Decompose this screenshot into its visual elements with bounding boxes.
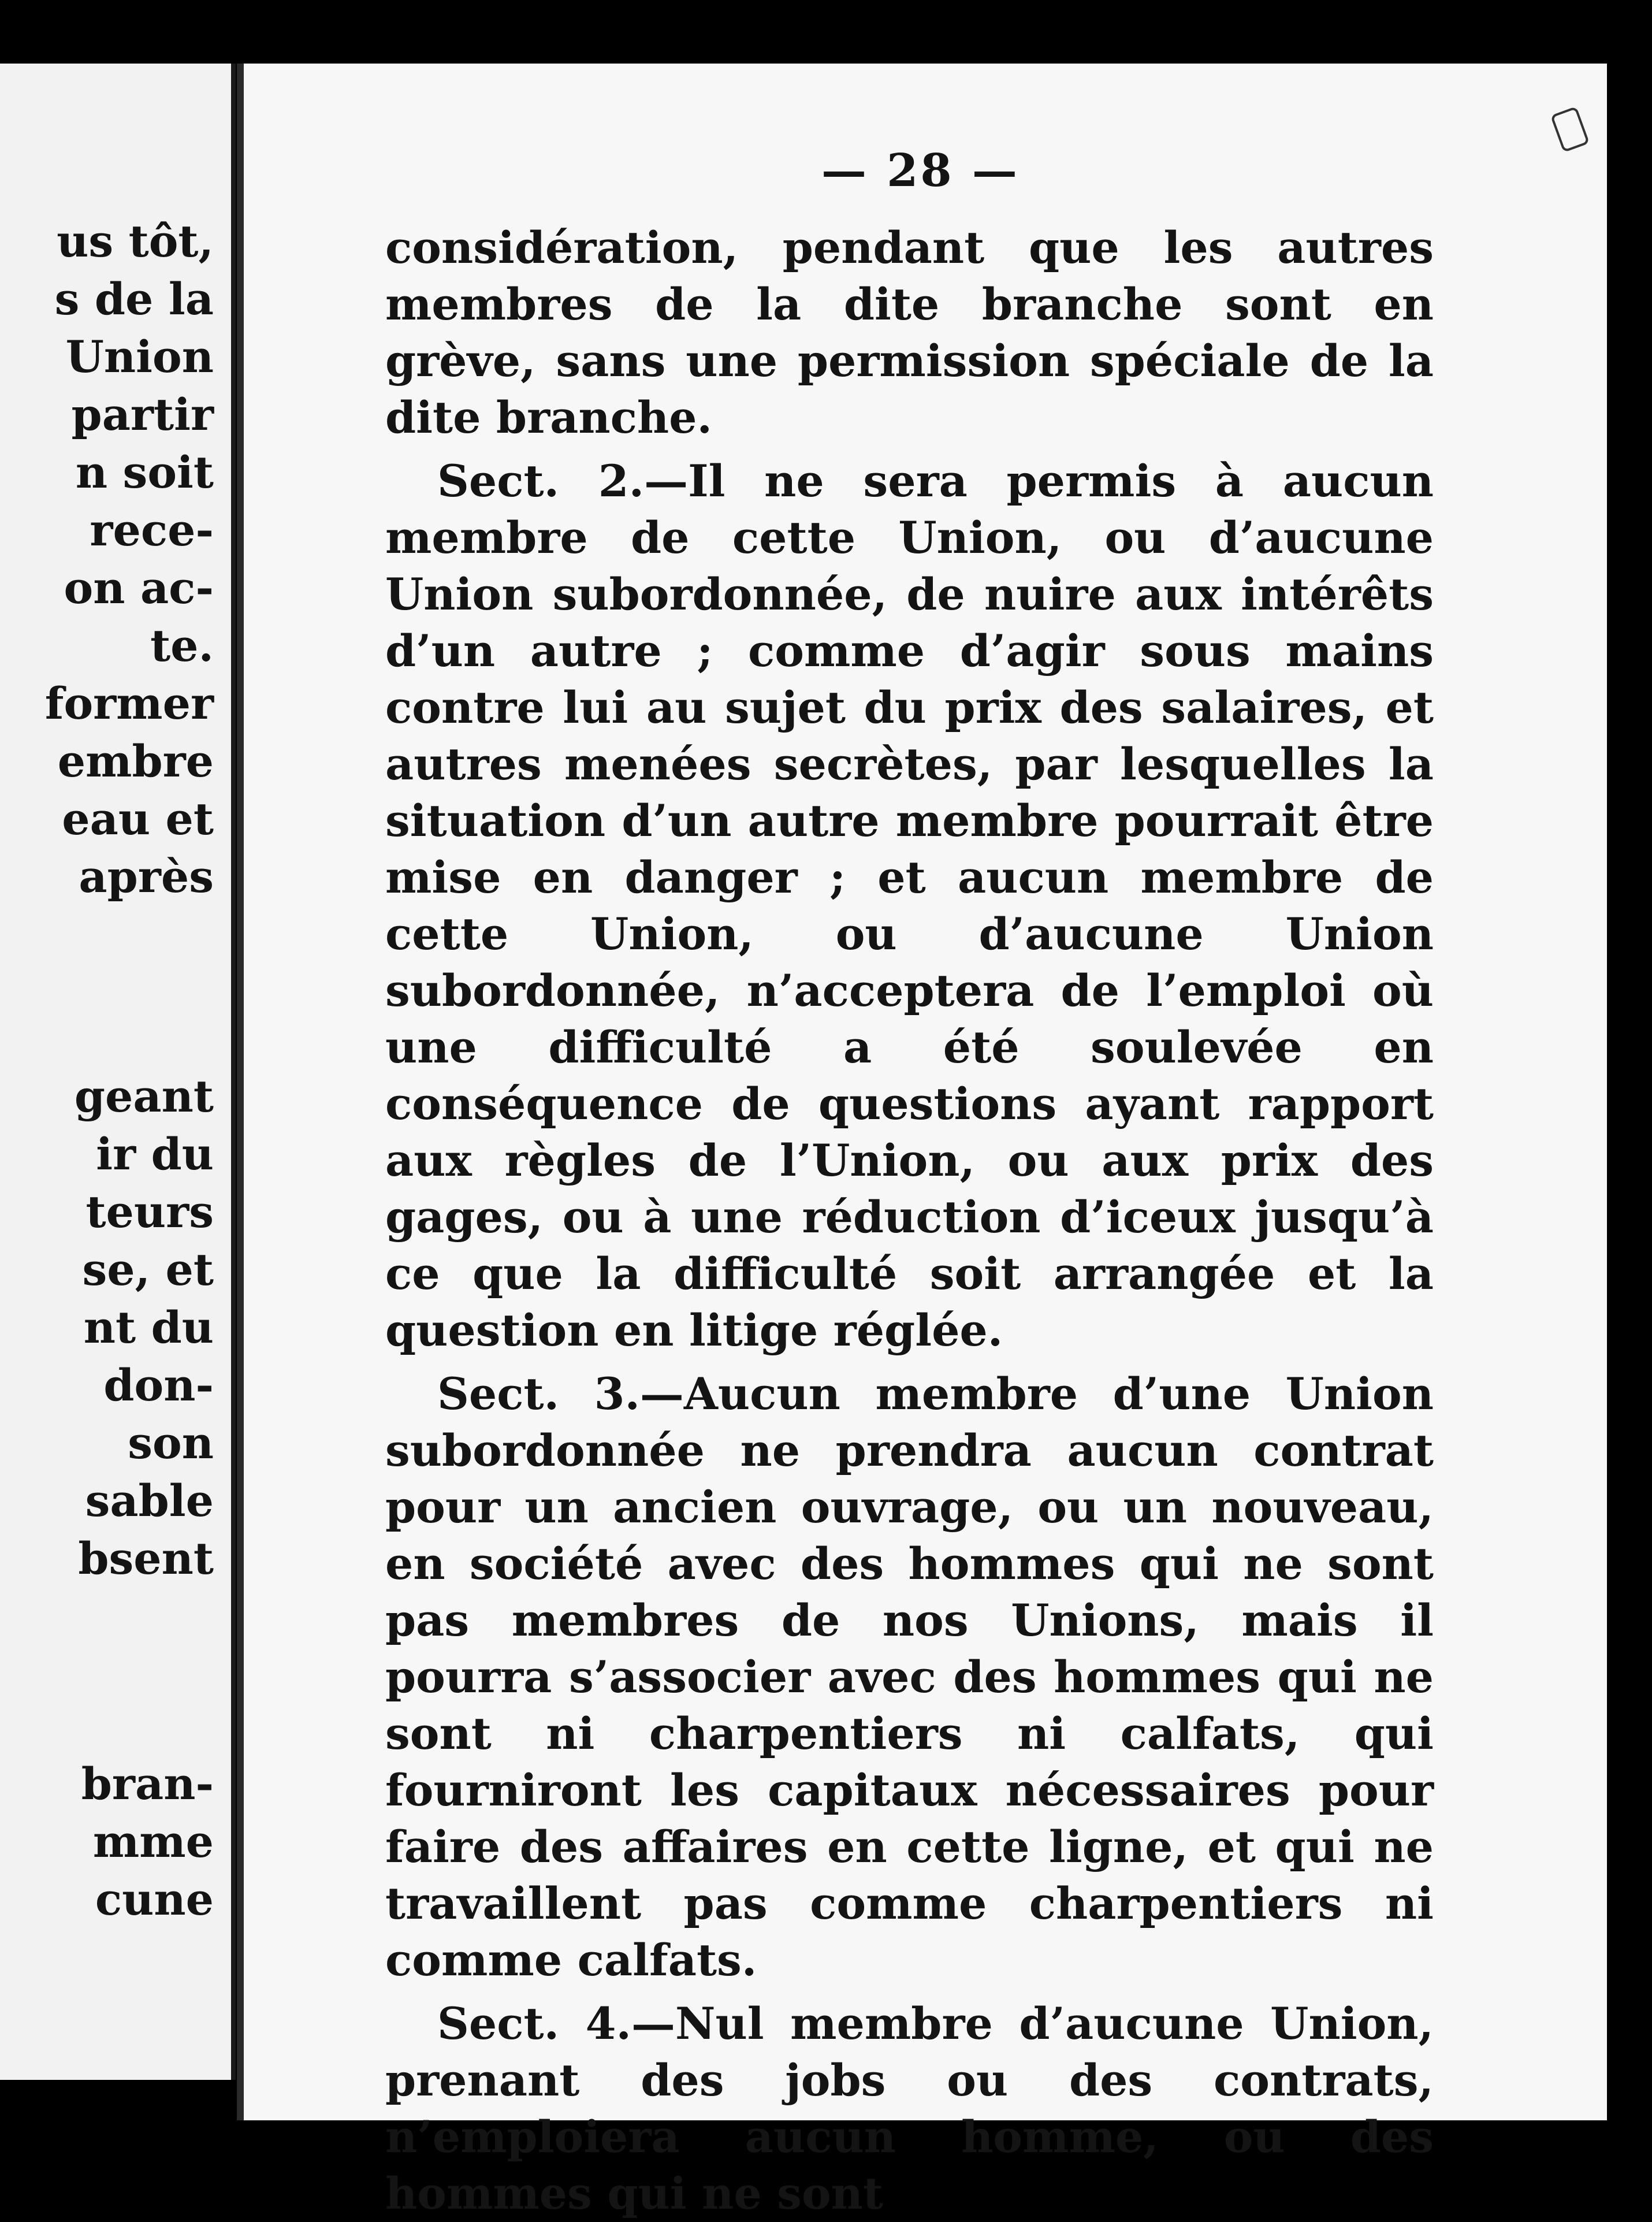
left-line: se, et <box>82 1244 214 1295</box>
left-line: on ac- <box>64 562 214 614</box>
left-line: eau et <box>62 793 214 845</box>
left-line: rece- <box>90 504 214 556</box>
paragraph-1: considération, pendant que les autres membres de la dite branche sont en grève, sans une permission spéciale de la dite branche. <box>385 222 1434 443</box>
left-line: après <box>79 851 214 902</box>
left-line: geant <box>74 1071 214 1122</box>
left-line: us tôt, <box>57 215 214 267</box>
left-line: bran- <box>81 1758 214 1809</box>
left-line: Union <box>65 331 214 382</box>
left-line: partir <box>71 389 214 440</box>
page-number: — 28 — <box>821 144 1020 197</box>
left-line: nt du <box>83 1302 214 1353</box>
paragraph-4: Sect. 4.—Nul membre d’aucune Union, prenant des jobs ou des contrats, n’emploiera aucun homme, ou des hommes qui ne sont <box>385 1998 1434 2219</box>
left-line: s de la <box>54 273 214 325</box>
left-line: son <box>128 1417 214 1469</box>
left-line: ir du <box>96 1128 214 1180</box>
left-line: bsent <box>78 1533 214 1584</box>
left-line: cune <box>95 1874 214 1925</box>
page-body <box>385 220 1434 2222</box>
page-corner-mark-icon <box>1550 106 1590 153</box>
left-line: former <box>44 678 214 729</box>
left-line: te. <box>150 620 214 671</box>
left-line: embre <box>57 735 214 787</box>
left-line: don- <box>103 1359 214 1411</box>
right-page <box>237 64 1607 2219</box>
left-line: mme <box>92 1816 214 1867</box>
left-page-fragment <box>0 64 236 2080</box>
paragraph-2: Sect. 2.—Il ne sera permis à aucun membre de cette Union, ou d’aucune Union subordonnée, de nuire aux intérêts d’un autre ; comme d’agir sous mains contre lui au sujet du prix des salaires, et autres menées secrètes, par lesquelles la situation d’un autre membre pourrait être mise en danger ; et aucun membre de cette Union, ou d’aucune Union subordonnée, n’acceptera de l’emploi où une difficulté a été soulevée en conséquence de questions ayant rapport aux règles de l’Union, ou aux prix des gages, ou à une réduction d’iceux jusqu’à ce que la difficulté soit arrangée et la question en litige réglée. <box>385 455 1434 1356</box>
left-line: sable <box>85 1475 214 1526</box>
left-line: n soit <box>75 447 214 498</box>
paragraph-3: Sect. 3.—Aucun membre d’une Union subordonnée ne prendra aucun contrat pour un ancien ouvrage, ou un nouveau, en société avec des hommes qui ne sont pas membres de nos Unions, mais il pourra s’associer avec des hommes qui ne sont ni charpentiers ni calfats, qui fourniront les capitaux nécessaires pour faire des affaires en cette ligne, et qui ne travaillent pas comme charpentiers ni comme calfats. <box>385 1368 1434 1986</box>
left-line: teurs <box>85 1186 214 1238</box>
